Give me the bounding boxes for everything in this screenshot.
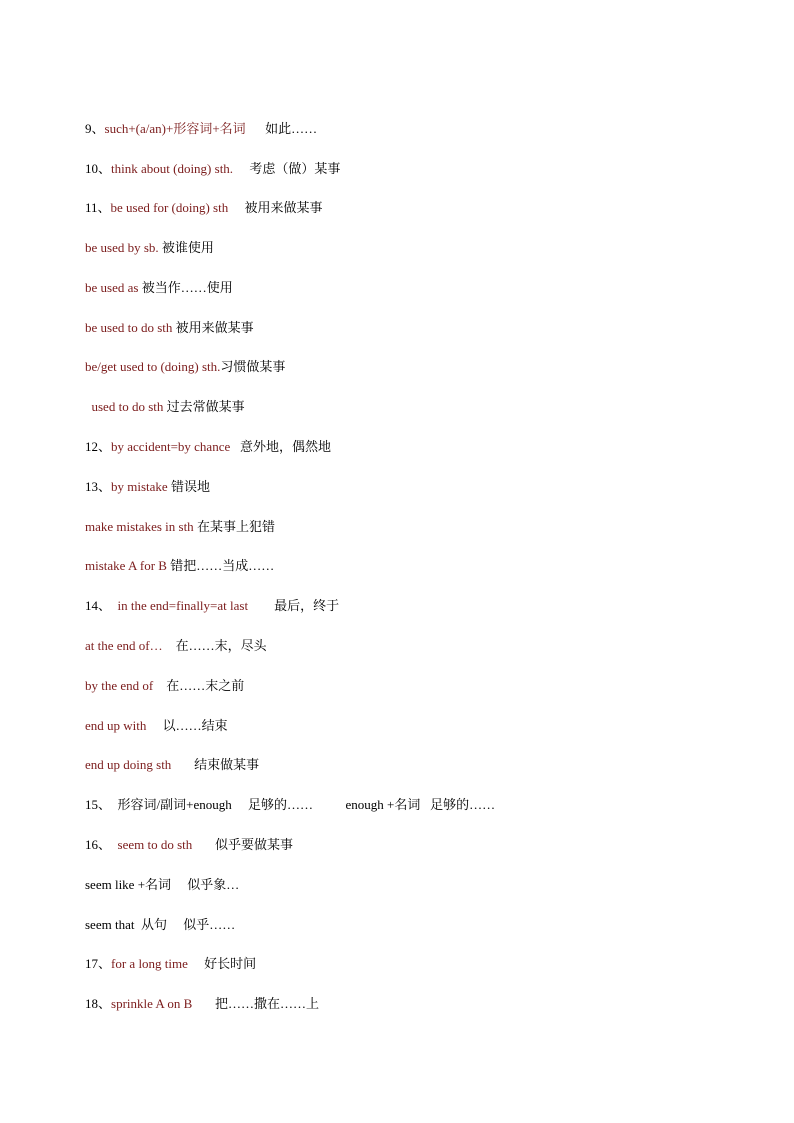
line-segment: be used by sb. bbox=[85, 240, 159, 255]
line-segment: used to do sth bbox=[85, 399, 164, 414]
line-segment: 意外地，偶然地 bbox=[230, 439, 331, 454]
line-segment: 结束做某事 bbox=[171, 757, 260, 772]
line-segment: by mistake bbox=[111, 479, 168, 494]
line-segment: at the end of… bbox=[85, 638, 163, 653]
line-segment: 9、 bbox=[85, 121, 105, 136]
line-segment: be/get used to (doing) sth. bbox=[85, 359, 221, 374]
line-segment: 似乎象… bbox=[171, 877, 240, 892]
line-segment: 17、 bbox=[85, 956, 112, 971]
line-segment: 被用来做某事 bbox=[172, 320, 254, 335]
line-segment: 11、 bbox=[85, 200, 111, 215]
line-segment: end up with bbox=[85, 718, 147, 733]
line-segment: 习惯做某事 bbox=[220, 359, 286, 374]
line-segment: 在……末，尽头 bbox=[162, 638, 267, 653]
line-segment: 16、 bbox=[85, 837, 118, 852]
line-segment: 被谁使用 bbox=[158, 240, 214, 255]
line-segment: make mistakes in sth bbox=[85, 519, 194, 534]
line-segment: seem that 从句 bbox=[85, 917, 167, 932]
line-segment: 似乎…… bbox=[166, 917, 236, 932]
line-segment: 把……撒在……上 bbox=[192, 996, 320, 1011]
line-segment: 以……结束 bbox=[146, 718, 228, 733]
line-segment: 18、 bbox=[85, 996, 112, 1011]
phrase-line-18 bbox=[72, 977, 319, 1031]
line-segment: 最后，终于 bbox=[248, 598, 340, 613]
line-segment: 12、 bbox=[85, 439, 112, 454]
line-segment: such+(a/an)+形容词+名词 bbox=[104, 121, 246, 136]
line-segment: 被用来做某事 bbox=[228, 200, 323, 215]
line-segment: 错误地 bbox=[167, 479, 210, 494]
line-segment: 考虑（做）某事 bbox=[233, 161, 341, 176]
line-segment: for a long time bbox=[111, 956, 188, 971]
line-segment: 在某事上犯错 bbox=[193, 519, 275, 534]
line-segment: 过去常做某事 bbox=[163, 399, 245, 414]
line-segment: by accident=by chance bbox=[111, 439, 231, 454]
line-segment: be used as bbox=[85, 280, 139, 295]
line-segment: by the end of bbox=[85, 678, 154, 693]
line-segment: 14、 bbox=[85, 598, 118, 613]
line-segment: 被当作……使用 bbox=[138, 280, 233, 295]
line-segment: 10、 bbox=[85, 161, 112, 176]
line-segment: be used to do sth bbox=[85, 320, 173, 335]
line-segment: seem like +名词 bbox=[85, 877, 172, 892]
line-segment: seem to do sth bbox=[117, 837, 193, 852]
line-segment: in the end=finally=at last bbox=[117, 598, 249, 613]
line-segment: be used for (doing) sth bbox=[110, 200, 229, 215]
line-segment: 足够的…… enough +名词 足够的…… bbox=[231, 797, 496, 812]
line-segment: mistake A for B bbox=[85, 558, 167, 573]
line-segment: sprinkle A on B bbox=[111, 996, 193, 1011]
line-segment: 好长时间 bbox=[187, 956, 257, 971]
line-segment: think about (doing) sth. bbox=[111, 161, 234, 176]
line-segment: 13、 bbox=[85, 479, 112, 494]
line-segment: 15、 形容词/副词+enough bbox=[85, 797, 232, 812]
line-segment: 在……末之前 bbox=[153, 678, 245, 693]
line-segment: 错把……当成…… bbox=[166, 558, 275, 573]
line-segment: 如此…… bbox=[245, 121, 318, 136]
line-segment: end up doing sth bbox=[85, 757, 172, 772]
line-segment: 似乎要做某事 bbox=[192, 837, 294, 852]
